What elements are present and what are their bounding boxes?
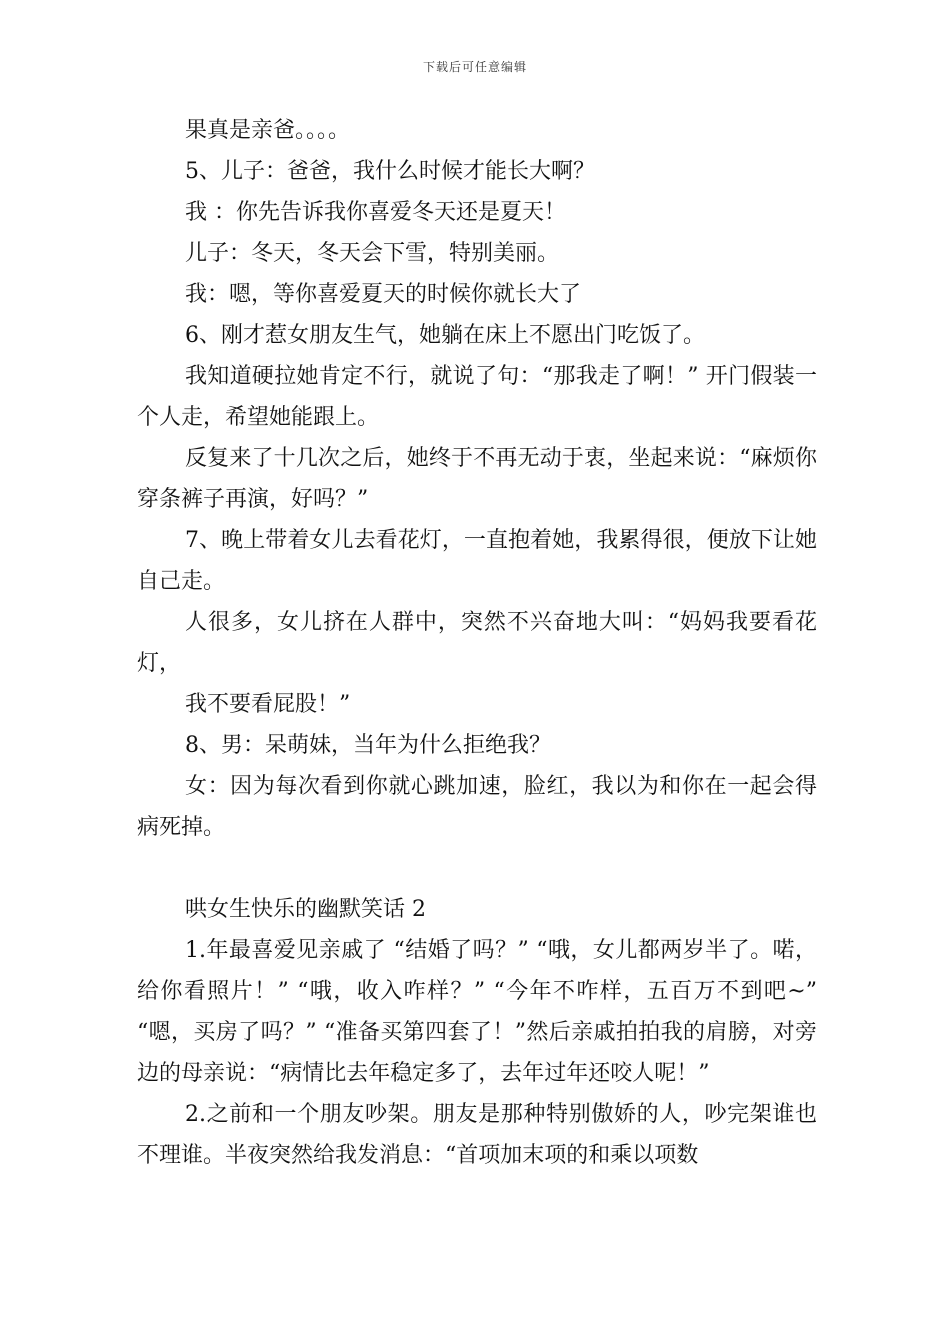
page-header: 下载后可任意编辑 bbox=[422, 60, 527, 74]
paragraph: 2.之前和一个朋友吵架。朋友是那种特别傲娇的人，吵完架谁也不理谁。半夜突然给我发消息：“首项加末项的和乘以项数 bbox=[137, 1102, 817, 1168]
paragraph: 人很多，女儿挤在人群中，突然不兴奋地大叫：“妈妈我要看花灯， bbox=[137, 610, 817, 676]
section-spacer bbox=[137, 848, 817, 889]
section-title: 哄女生快乐的幽默笑话 2 bbox=[185, 897, 426, 922]
paragraph: 我 ：你先告诉我你喜爱冬天还是夏天！ bbox=[185, 200, 566, 225]
paragraph: 儿子：冬天，冬天会下雪，特别美丽。 bbox=[185, 241, 560, 266]
paragraph: 8、男：呆萌妹，当年为什么拒绝我？ bbox=[185, 733, 551, 758]
paragraph: 我：嗯，等你喜爱夏天的时候你就长大了 bbox=[185, 282, 582, 307]
paragraph: 反复来了十几次之后，她终于不再无动于衷，坐起来说：“麻烦你穿条裤子再演，好吗？” bbox=[137, 446, 817, 512]
paragraph: 我知道硬拉她肯定不行，就说了句：“那我走了啊！” 开门假装一个人走，希望她能跟上。 bbox=[137, 364, 817, 430]
paragraph: 6、刚才惹女朋友生气，她躺在床上不愿出门吃饭了。 bbox=[185, 323, 705, 348]
paragraph: 果真是亲爸。。。。 bbox=[185, 118, 351, 143]
document-body bbox=[137, 110, 817, 1176]
paragraph: 我不要看屁股！” bbox=[185, 692, 351, 717]
paragraph: 女：因为每次看到你就心跳加速，脸红，我以为和你在一起会得病死掉。 bbox=[137, 774, 817, 840]
paragraph: 5、儿子：爸爸，我什么时候才能长大啊？ bbox=[185, 159, 595, 184]
paragraph: 7、晚上带着女儿去看花灯，一直抱着她，我累得很，便放下让她自己走。 bbox=[137, 528, 817, 594]
paragraph: 1.年最喜爱见亲戚了 “结婚了吗？” “哦，女儿都两岁半了。喏，给你看照片！” “哦，收入咋样？” “今年不咋样，五百万不到吧~” “嗯，买房了吗？” “准备买第四套了！”然后亲戚拍拍我的肩膀，对旁边的母亲说：“病情比去年稳定多了，去年过年还咬人呢！” bbox=[137, 938, 817, 1086]
